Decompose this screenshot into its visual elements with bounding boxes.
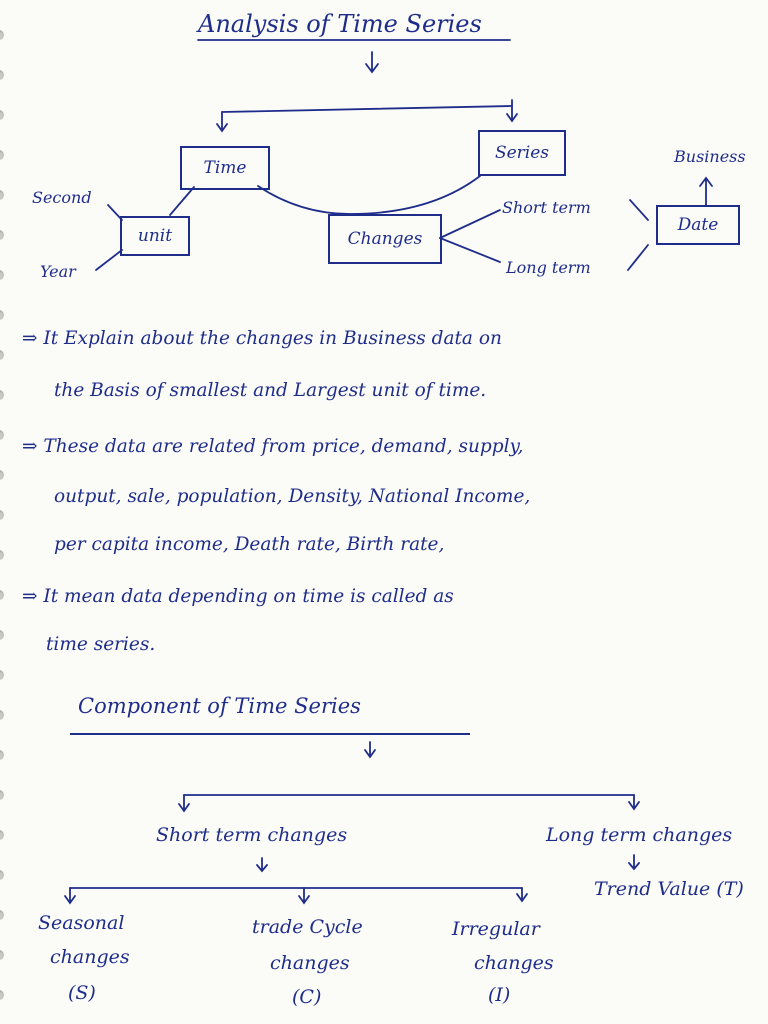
time-box xyxy=(180,146,270,190)
irregular-code: (I) xyxy=(488,984,511,1006)
seasonal-label-2: changes xyxy=(50,946,130,968)
seasonal-label: Seasonal xyxy=(38,912,125,934)
business-label: Business xyxy=(674,147,746,166)
trade-cycle-code: (C) xyxy=(292,986,322,1008)
series-box xyxy=(478,130,566,176)
note-line-4: output, sale, population, Density, National Income, xyxy=(54,486,531,507)
unit-box xyxy=(120,216,190,256)
year-label: Year xyxy=(40,262,76,281)
note-line-1: ⇒ It Explain about the changes in Business data on xyxy=(22,328,502,349)
irregular-label-2: changes xyxy=(474,952,554,974)
long-term-changes: Long term changes xyxy=(546,824,733,846)
trade-cycle-label: trade Cycle xyxy=(252,916,363,938)
series-label: Series xyxy=(494,143,550,163)
component-title: Component of Time Series xyxy=(78,694,361,718)
trend-value: Trend Value (T) xyxy=(594,878,744,900)
seasonal-code: (S) xyxy=(68,982,96,1004)
page-title: Analysis of Time Series xyxy=(198,10,482,38)
short-term-changes: Short term changes xyxy=(156,824,348,846)
component-underline xyxy=(70,733,470,735)
long-term-label: Long term xyxy=(506,258,591,277)
trade-cycle-label-2: changes xyxy=(270,952,350,974)
second-label: Second xyxy=(32,188,92,207)
changes-box xyxy=(328,214,442,264)
unit-label: unit xyxy=(137,226,173,246)
note-line-5: per capita income, Death rate, Birth rate, xyxy=(54,534,445,555)
note-line-2: the Basis of smallest and Largest unit of time. xyxy=(54,380,487,401)
changes-label: Changes xyxy=(347,229,423,249)
irregular-label: Irregular xyxy=(452,918,540,940)
note-line-7: time series. xyxy=(46,634,156,655)
short-term-label: Short term xyxy=(502,198,591,217)
note-line-6: ⇒ It mean data depending on time is called as xyxy=(22,586,454,607)
date-label: Date xyxy=(677,215,719,235)
time-label: Time xyxy=(203,158,247,178)
note-line-3: ⇒ These data are related from price, demand, supply, xyxy=(22,436,524,457)
date-box xyxy=(656,205,740,245)
